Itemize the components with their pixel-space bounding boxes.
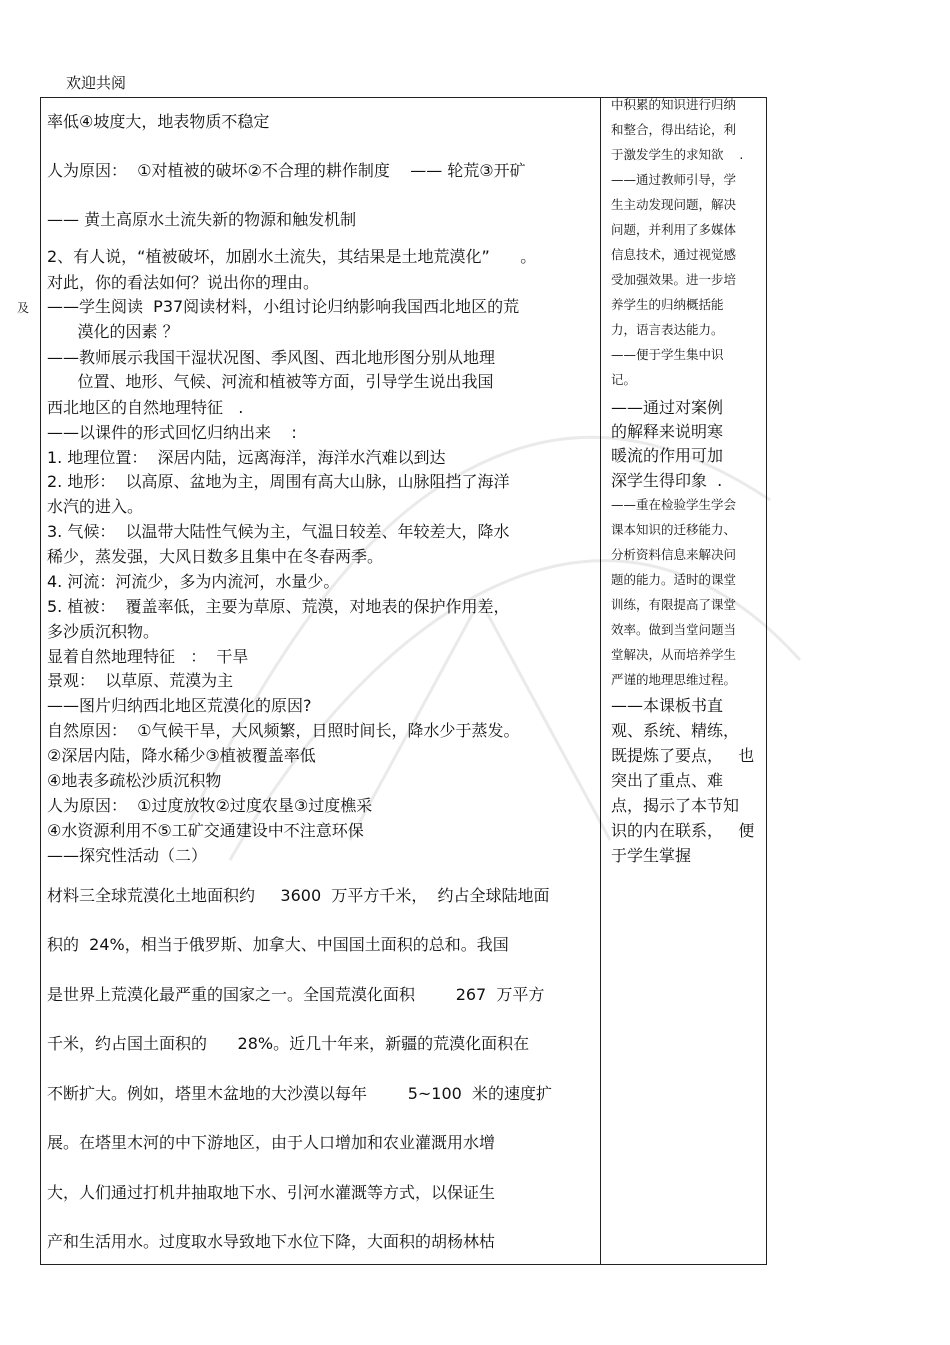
main-text-line: 4. 河流：河流少，多为内流河，水量少。	[47, 572, 340, 591]
main-text-line: 5. 植被： 覆盖率低，主要为草原、荒漠，对地表的保护作用差，	[47, 597, 510, 616]
side-note-line: 问题，并利用了多媒体	[611, 222, 737, 237]
page-header: 欢迎共阅	[66, 74, 127, 92]
main-text-line: —— 黄土高原水土流失新的物源和触发机制	[47, 210, 357, 229]
main-text-line: 千米，约占国土面积的 28%。近几十年来，新疆的荒漠化面积在	[47, 1034, 530, 1053]
main-text-line: ④水资源利用不⑤工矿交通建设中不注意环保	[47, 821, 364, 840]
side-note-line: 既提炼了要点， 也	[611, 746, 755, 765]
side-note-line: 观、系统、精练，	[611, 721, 740, 740]
main-text-line: 2、有人说，“植被破坏，加剧水土流失，其结果是土地荒漠化” 。	[47, 247, 537, 266]
side-note-line: 题的能力。适时的课堂	[611, 572, 737, 587]
side-note-line: 于激发学生的求知欲 .	[611, 147, 744, 162]
side-note-line: ——便于学生集中识	[611, 347, 724, 362]
side-note-line: 效率。做到当堂问题当	[611, 622, 737, 637]
side-note-line: 中积累的知识进行归纳	[611, 97, 737, 112]
main-text-line: 西北地区的自然地理特征 .	[47, 398, 244, 417]
side-note-line: 养学生的归纳概括能	[611, 297, 724, 312]
side-note-line: 生主动发现问题，解决	[611, 197, 737, 212]
side-note-line: 训练，有限提高了课堂	[611, 597, 737, 612]
side-note-line: 课本知识的迁移能力、	[611, 522, 737, 537]
main-text-line: 是世界上荒漠化最严重的国家之一。全国荒漠化面积 267 万平方	[47, 985, 545, 1004]
main-text-line: ②深居内陆，降水稀少③植被覆盖率低	[47, 746, 316, 765]
side-note-line: 和整合，得出结论，利	[611, 122, 737, 137]
main-text-line: 积的 24%，相当于俄罗斯、加拿大、中国国土面积的总和。我国	[47, 935, 509, 954]
side-note-line: 点，揭示了本节知	[611, 796, 740, 815]
side-note-line: 突出了重点、难	[611, 771, 724, 790]
side-note-line: 的解释来说明寒	[611, 422, 724, 441]
side-note-line: 分析资料信息来解决问	[611, 547, 737, 562]
main-text-line: 水汽的进入。	[47, 497, 144, 516]
main-text-line: ——探究性活动（二）	[47, 846, 208, 865]
side-note-line: 于学生掌握	[611, 846, 692, 865]
main-text-line: 显着自然地理特征 ： 干旱	[47, 647, 249, 666]
main-text-line: 3. 气候： 以温带大陆性气候为主，气温日较差、年较差大，降水	[47, 522, 510, 541]
main-text-line: 多沙质沉积物。	[47, 622, 160, 641]
main-text-line: ——学生阅读 P37阅读材料，小组讨论归纳影响我国西北地区的荒	[47, 297, 520, 316]
main-text-line: 景观： 以草原、荒漠为主	[47, 671, 234, 690]
main-text-line: 自然原因： ①气候干旱，大风频繁，日照时间长，降水少于蒸发。	[47, 721, 520, 740]
side-note-line: 严谨的地理思维过程。	[611, 672, 737, 687]
side-note-line: 识的内在联系， 便	[611, 821, 755, 840]
side-note-line: ——本课板书直	[611, 696, 724, 715]
side-note-line: 信息技术，通过视觉感	[611, 247, 737, 262]
main-text-line: 漠化的因素 ？	[47, 322, 179, 341]
column-divider	[600, 97, 601, 1265]
side-note-line: 深学生得印象 .	[611, 471, 723, 490]
main-text-line: 率低④坡度大，地表物质不稳定	[47, 112, 270, 131]
side-note-line: ——重在检验学生学会	[611, 497, 737, 512]
side-note-line: 堂解决，从而培养学生	[611, 647, 737, 662]
main-text-line: 展。在塔里木河的中下游地区，由于人口增加和农业灌溉用水增	[47, 1133, 496, 1152]
main-text-line: 不断扩大。例如，塔里木盆地的大沙漠以每年 5~100 米的速度扩	[47, 1084, 552, 1103]
side-note-line: 力，语言表达能力。	[611, 322, 724, 337]
main-text-line: 2. 地形： 以高原、盆地为主，周围有高大山脉，山脉阻挡了海洋	[47, 472, 510, 491]
margin-mark: 及	[17, 301, 30, 315]
side-note-line: 记。	[611, 372, 637, 387]
main-text-line: 1. 地理位置： 深居内陆，远离海洋，海洋水汽难以到达	[47, 448, 446, 467]
main-text-line: 人为原因： ①对植被的破坏②不合理的耕作制度 —— 轮荒③开矿	[47, 161, 526, 180]
main-text-line: ——以课件的形式回忆归纳出来 :	[47, 423, 297, 442]
main-text-line: 产和生活用水。过度取水导致地下水位下降，大面积的胡杨林枯	[47, 1232, 496, 1251]
main-text-line: ——教师展示我国干湿状况图、季风图、西北地形图分别从地理	[47, 348, 496, 367]
main-text-line: ——图片归纳西北地区荒漠化的原因?	[47, 696, 312, 715]
main-text-line: 稀少，蒸发强，大风日数多且集中在冬春两季。	[47, 547, 384, 566]
side-note-line: 暖流的作用可加	[611, 446, 724, 465]
side-note-line: ——通过教师引导，学	[611, 172, 737, 187]
main-text-line: 人为原因： ①过度放牧②过度农垦③过度樵采	[47, 796, 373, 815]
main-text-line: ④地表多疏松沙质沉积物	[47, 771, 222, 790]
main-text-line: 位置、地形、气候、河流和植被等方面，引导学生说出我国	[47, 372, 494, 391]
main-text-line: 对此，你的看法如何？说出你的理由。	[47, 273, 320, 292]
side-note-line: 受加强效果。进一步培	[611, 272, 737, 287]
side-note-line: ——通过对案例	[611, 398, 724, 417]
main-text-line: 材料三全球荒漠化土地面积约 3600 万平方千米， 约占全球陆地面	[47, 886, 550, 905]
main-text-line: 大，人们通过打机井抽取地下水、引河水灌溉等方式，以保证生	[47, 1183, 496, 1202]
